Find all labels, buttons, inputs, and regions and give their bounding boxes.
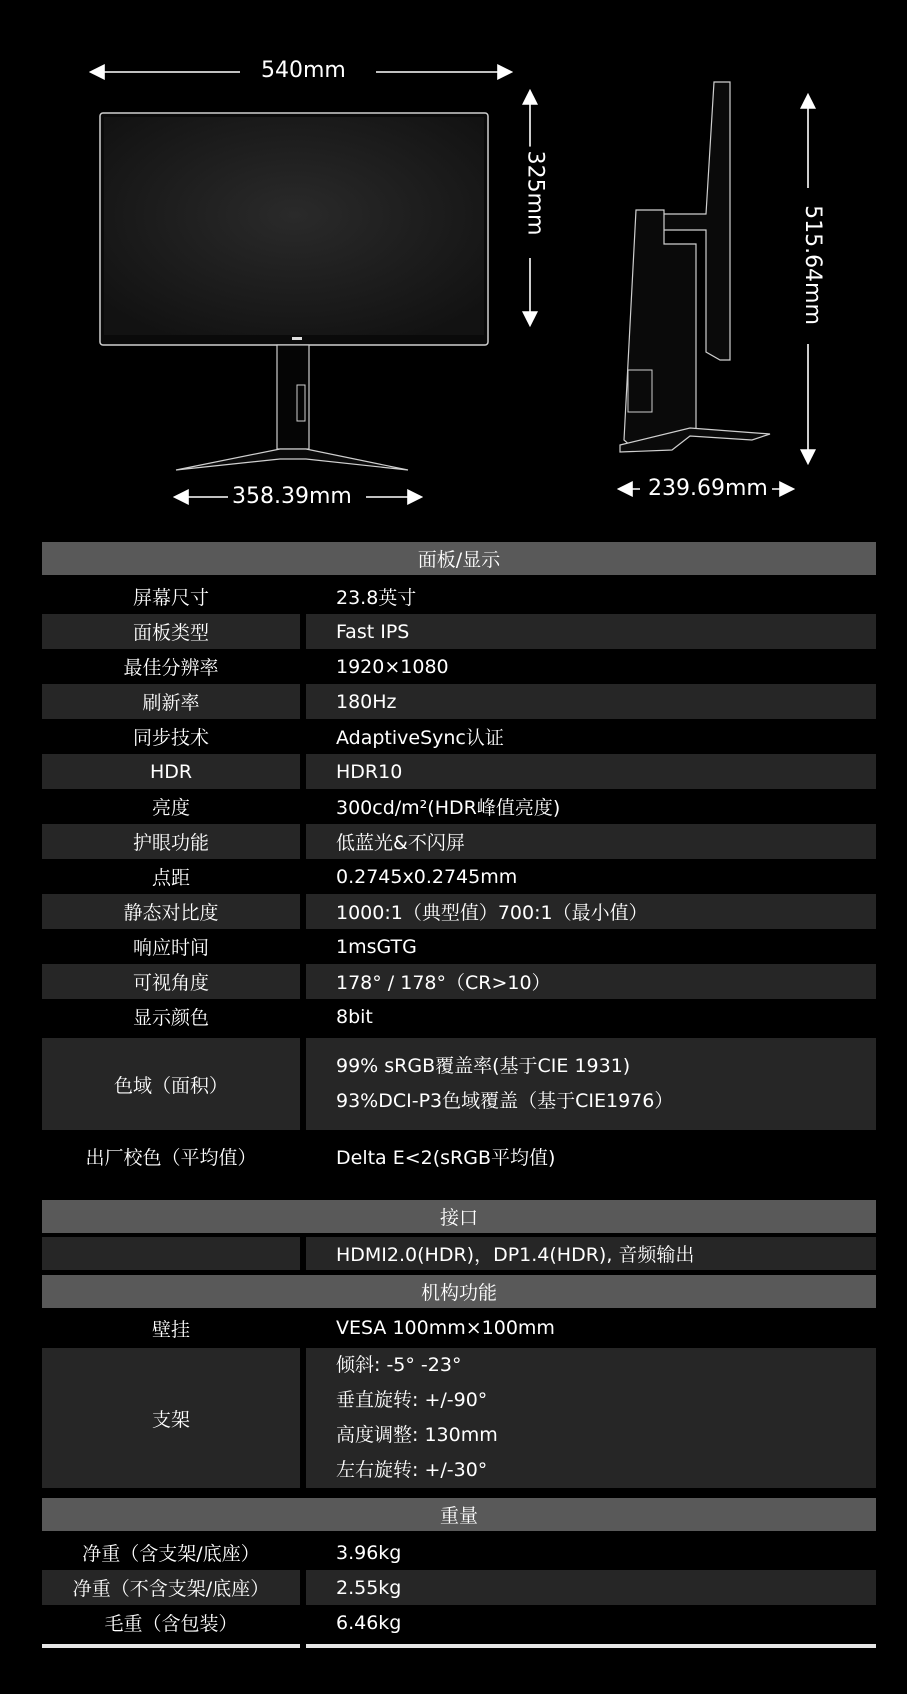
spec-row [42, 1605, 876, 1640]
section-header-ports: 接口 [42, 1200, 876, 1233]
spacer [42, 1182, 876, 1200]
spec-value: AdaptiveSync认证 [336, 727, 504, 749]
spec-key: 屏幕尺寸 [132, 587, 209, 609]
spec-key: 响应时间 [132, 937, 209, 959]
spec-value: 0.2745x0.2745mm [336, 865, 518, 888]
spec-key: 色域（面积） [42, 1038, 300, 1130]
side-depth-label: 239.69mm [644, 478, 772, 500]
spec-value: 178° / 178°（CR>10） [306, 964, 876, 999]
spec-key: 同步技术 [132, 727, 209, 749]
spec-key: 刷新率 [42, 684, 300, 719]
spec-row-calibration [42, 1130, 876, 1182]
monitor-dimension-diagram [0, 0, 907, 530]
spec-row-stand [42, 1348, 876, 1488]
spec-value-line: 左右旋转: +/-30° [336, 1459, 488, 1481]
spec-key: 出厂校色（平均值） [85, 1146, 257, 1169]
spacer [42, 1488, 876, 1498]
spec-value-line: 垂直旋转: +/-90° [336, 1389, 488, 1411]
front-height-label: 325mm [523, 147, 545, 240]
spec-row [42, 789, 876, 824]
spec-row [42, 1308, 876, 1348]
spec-value: 1000:1（典型值）700:1（最小值） [306, 894, 876, 929]
spec-row [42, 999, 876, 1034]
monitor-drawing [0, 0, 907, 530]
spec-table [42, 542, 876, 1648]
section-header-weight: 重量 [42, 1498, 876, 1531]
spec-row [42, 614, 876, 649]
spec-value: 3.96kg [336, 1541, 402, 1564]
table-bottom-rule [42, 1644, 876, 1648]
spec-value: 1msGTG [336, 935, 417, 958]
side-view [620, 82, 770, 452]
base-width-label: 358.39mm [228, 486, 356, 508]
side-height-label: 515.64mm [801, 201, 823, 329]
spec-value [306, 1038, 876, 1130]
spec-value-line: 93%DCI-P3色域覆盖（基于CIE1976） [336, 1090, 674, 1112]
spec-value: Fast IPS [306, 614, 876, 649]
front-view [100, 113, 488, 470]
spec-row [42, 1237, 876, 1270]
spec-key: 可视角度 [42, 964, 300, 999]
spec-key: 护眼功能 [42, 824, 300, 859]
spec-key: 净重（不含支架/底座） [42, 1570, 300, 1605]
spec-value: 300cd/m²(HDR峰值亮度) [336, 797, 561, 819]
spec-key: 亮度 [151, 797, 190, 819]
divider [42, 1644, 300, 1648]
spec-value: 23.8英寸 [336, 587, 417, 609]
spec-value: 2.55kg [306, 1570, 876, 1605]
spec-row [42, 894, 876, 929]
spec-key: 显示颜色 [132, 1007, 209, 1029]
spec-key: 最佳分辨率 [123, 657, 219, 679]
spec-row [42, 964, 876, 999]
spec-value: HDMI2.0(HDR)，DP1.4(HDR), 音频输出 [306, 1237, 876, 1270]
spec-row [42, 929, 876, 964]
spec-value: Delta E<2(sRGB平均值) [336, 1146, 556, 1169]
spec-row [42, 824, 876, 859]
spec-value: 低蓝光&不闪屏 [306, 824, 876, 859]
section-header-panel: 面板/显示 [42, 542, 876, 575]
spec-row [42, 1570, 876, 1605]
spec-key: HDR [42, 754, 300, 789]
spec-row [42, 719, 876, 754]
spec-value: 180Hz [306, 684, 876, 719]
spec-key: 面板类型 [42, 614, 300, 649]
spec-key: 静态对比度 [42, 894, 300, 929]
spec-value: VESA 100mm×100mm [336, 1317, 555, 1339]
spec-value: 1920×1080 [336, 655, 449, 678]
spec-value-line: 99% sRGB覆盖率(基于CIE 1931) [336, 1055, 631, 1077]
spec-key: 壁挂 [151, 1318, 190, 1341]
spec-value [306, 1348, 876, 1488]
spec-key: 毛重（含包装） [104, 1613, 238, 1635]
spec-row [42, 579, 876, 614]
front-width-label: 540mm [257, 60, 350, 82]
spec-key [42, 1237, 300, 1270]
spec-row [42, 684, 876, 719]
divider [306, 1644, 876, 1648]
spec-value: 8bit [336, 1005, 373, 1028]
spec-value: HDR10 [306, 754, 876, 789]
spec-row-gamut [42, 1038, 876, 1130]
spec-value: 6.46kg [336, 1611, 402, 1634]
section-header-mechanics: 机构功能 [42, 1275, 876, 1308]
spec-row [42, 1535, 876, 1570]
spec-key: 净重（含支架/底座） [82, 1543, 260, 1565]
spec-value-line: 高度调整: 130mm [336, 1424, 498, 1446]
spec-row [42, 859, 876, 894]
spec-row [42, 754, 876, 789]
spec-row [42, 649, 876, 684]
spec-key: 点距 [151, 867, 190, 889]
spec-key: 支架 [42, 1348, 300, 1488]
spec-value-line: 倾斜: -5° -23° [336, 1354, 462, 1376]
